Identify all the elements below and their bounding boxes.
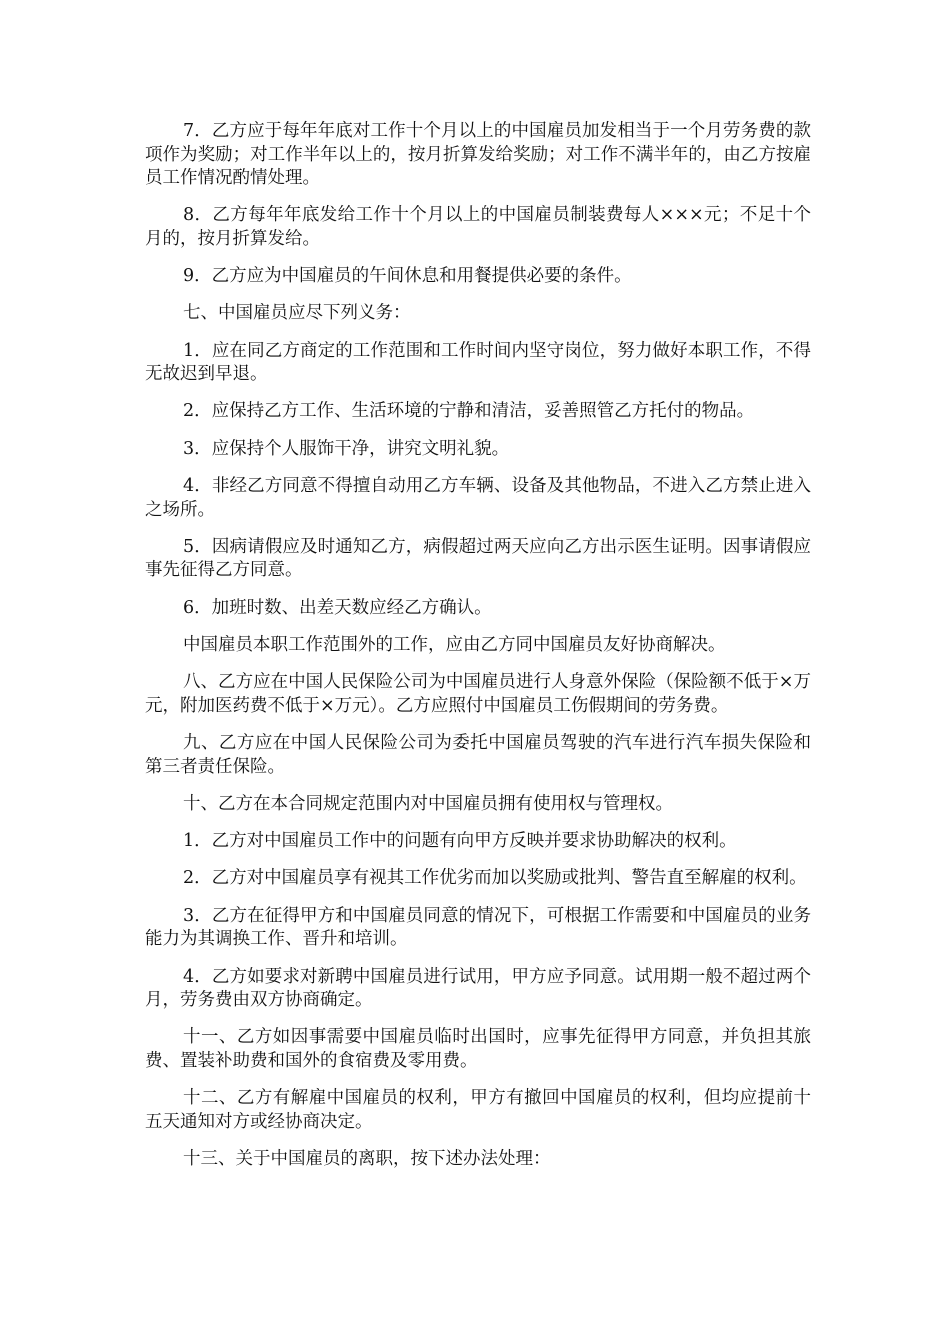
right-item-3: 3．乙方在征得甲方和中国雇员同意的情况下，可根据工作需要和中国雇员的业务能力为其调换工作、晋升和培训。 (145, 905, 811, 950)
section-7-heading: 七、中国雇员应尽下列义务： (183, 303, 411, 324)
right-item-4: 4．乙方如要求对新聘中国雇员进行试用，甲方应予同意。试用期一般不超过两个月，劳务费由双方协商确定。 (145, 966, 811, 1011)
paragraph-7-bonus: 7．乙方应于每年年底对工作十个月以上的中国雇员加发相当于一个月劳务费的款项作为奖励；对工作半年以上的，按月折算发给奖励；对工作不满半年的，由乙方按雇员工作情况酌情处理。 (145, 121, 811, 188)
paragraph-8-uniform-fee: 8．乙方每年年底发给工作十个月以上的中国雇员制装费每人×××元；不足十个月的，按月折算发给。 (145, 205, 811, 249)
duty-item-3: 3．应保持个人服饰干净，讲究文明礼貌。 (183, 438, 510, 459)
duty-item-6: 6．加班时数、出差天数应经乙方确认。 (183, 597, 492, 618)
paragraph-9-lunch-break: 9．乙方应为中国雇员的午间休息和用餐提供必要的条件。 (183, 266, 632, 287)
duty-item-2: 2．应保持乙方工作、生活环境的宁静和清洁，妥善照管乙方托付的物品。 (183, 401, 755, 422)
section-10-heading: 十、乙方在本合同规定范围内对中国雇员拥有使用权与管理权。 (183, 793, 673, 814)
section-8-accident-insurance: 八、乙方应在中国人民保险公司为中国雇员进行人身意外保险（保险额不低于×万元，附加医药费不低于×万元）。乙方应照付中国雇员工伤假期间的劳务费。 (145, 672, 811, 716)
section-13-heading: 十三、关于中国雇员的离职，按下述办法处理： (183, 1148, 551, 1169)
section-11-overseas-travel: 十一、乙方如因事需要中国雇员临时出国时，应事先征得甲方同意，并负担其旅费、置装补助费和国外的食宿费及零用费。 (145, 1027, 811, 1071)
section-9-vehicle-insurance: 九、乙方应在中国人民保险公司为委托中国雇员驾驶的汽车进行汽车损失保险和第三者责任保险。 (145, 733, 811, 777)
right-item-2: 2．乙方对中国雇员享有视其工作优劣而加以奖励或批判、警告直至解雇的权利。 (183, 868, 807, 889)
duty-item-1: 1．应在同乙方商定的工作范围和工作时间内坚守岗位，努力做好本职工作，不得无故迟到早退。 (145, 340, 811, 385)
extra-work-note: 中国雇员本职工作范围外的工作，应由乙方同中国雇员友好协商解决。 (183, 634, 726, 655)
section-12-dismissal: 十二、乙方有解雇中国雇员的权利，甲方有撤回中国雇员的权利，但均应提前十五天通知对方或经协商决定。 (145, 1088, 811, 1132)
duty-item-5: 5．因病请假应及时通知乙方，病假超过两天应向乙方出示医生证明。因事请假应事先征得乙方同意。 (145, 536, 811, 581)
duty-item-4: 4．非经乙方同意不得擅自动用乙方车辆、设备及其他物品，不进入乙方禁止进入之场所。 (145, 476, 811, 520)
document-body (145, 120, 811, 1185)
right-item-1: 1．乙方对中国雇员工作中的问题有向甲方反映并要求协助解决的权利。 (183, 831, 737, 852)
